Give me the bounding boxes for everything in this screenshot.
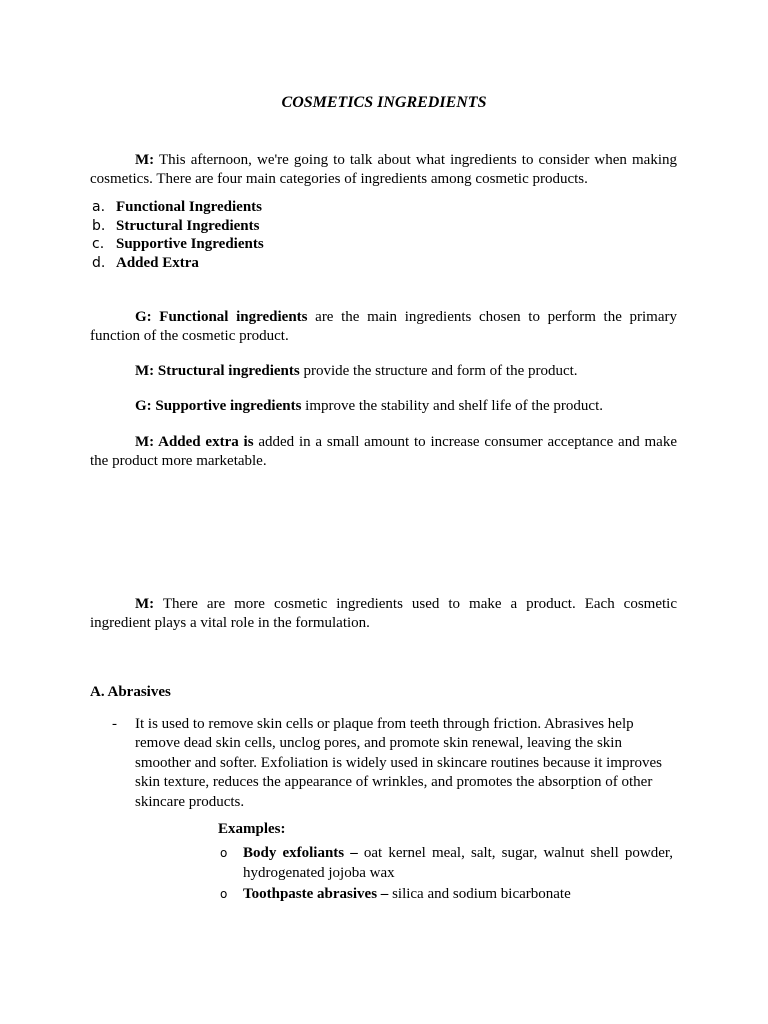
more-text: There are more cosmetic ingredients used to make a product. Each cosmetic ingredient plays a vital role in the formulation.	[90, 596, 677, 631]
list-item	[92, 217, 264, 236]
list-marker: b.	[92, 217, 106, 234]
intro-text: This afternoon, we're going to talk about what ingredients to consider when making cosmetics. There are four main categories of ingredients among cosmetic products.	[90, 152, 677, 187]
example-item	[218, 884, 673, 904]
list-item-label: Supportive Ingredients	[116, 236, 264, 253]
list-item-label: Functional Ingredients	[116, 199, 262, 215]
example-detail: oat kernel meal, salt, sugar, walnut shell powder, hydrogenated jojoba wax	[243, 845, 673, 881]
list-item	[92, 198, 264, 217]
list-item	[92, 254, 264, 273]
speaker-label: M:	[135, 596, 155, 612]
definition-text: added in a small amount to increase consumer acceptance and make the product more marketable.	[90, 434, 677, 469]
intro-paragraph	[90, 151, 677, 189]
speaker-label: M:	[135, 152, 155, 168]
example-detail: silica and sodium bicarbonate	[388, 886, 571, 902]
definition-paragraph	[90, 308, 677, 346]
section-description	[112, 715, 672, 812]
examples-label: Examples:	[218, 821, 286, 837]
definition-lead: M: Added extra is	[135, 434, 254, 450]
bullet-marker: o	[220, 846, 228, 860]
definition-text: are the main ingredients chosen to perform the primary function of the cosmetic product.	[90, 309, 677, 344]
more-paragraph	[90, 595, 677, 633]
section-heading: A. Abrasives	[90, 684, 171, 700]
definition-paragraph	[90, 362, 677, 381]
list-marker: d.	[92, 255, 106, 272]
list-marker: c.	[92, 236, 105, 253]
category-list	[92, 198, 264, 273]
definition-text: provide the structure and form of the product.	[299, 363, 578, 379]
definition-paragraph	[90, 397, 677, 416]
list-item-label: Added Extra	[116, 255, 199, 272]
definition-text: improve the stability and shelf life of the product.	[301, 398, 603, 414]
list-marker: a.	[92, 199, 106, 215]
definition-lead: M: Structural ingredients	[135, 363, 300, 379]
example-lead: Toothpaste abrasives –	[243, 886, 389, 902]
list-item-label: Structural Ingredients	[116, 217, 260, 234]
dash-marker: -	[112, 716, 117, 732]
example-lead: Body exfoliants –	[243, 845, 358, 861]
bullet-marker: o	[220, 887, 228, 901]
list-item	[92, 235, 264, 254]
example-text	[243, 843, 673, 883]
description-text: It is used to remove skin cells or plaque from teeth through friction. Abrasives help remove dead skin cells, unclog pores, and promote skin renewal, leaving the skin smoother and softer. Exfoliation is widely used in skincare routines because it improves skin texture, reduces the appearance of wrinkles, and promotes the absorption of other skincare products.	[135, 716, 662, 810]
example-text	[243, 884, 673, 904]
document-title: COSMETICS INGREDIENTS	[281, 94, 487, 111]
example-item	[218, 843, 673, 883]
definition-paragraph	[90, 433, 677, 471]
definition-lead: G: Supportive ingredients	[135, 398, 302, 414]
definition-lead: G: Functional ingredients	[135, 309, 308, 325]
